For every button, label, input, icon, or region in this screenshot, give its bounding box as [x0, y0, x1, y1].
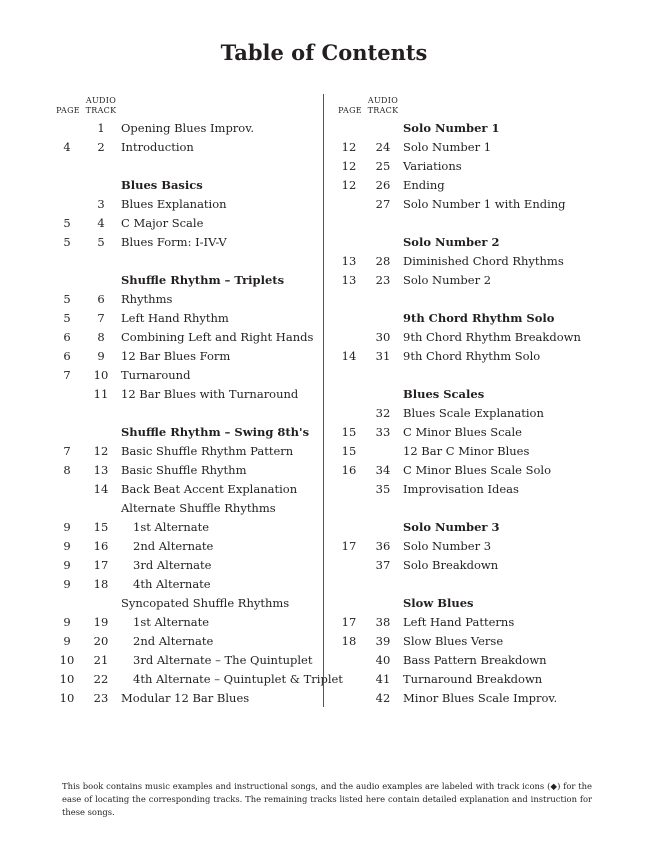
- toc-entry: [54, 632, 322, 651]
- page-number: 7: [63, 368, 71, 382]
- entry-title: Opening Blues Improv.: [121, 121, 255, 135]
- page-number: 6: [63, 330, 71, 344]
- section-title: Shuffle Rhythm – Triplets: [121, 273, 285, 287]
- page-number: 10: [59, 672, 75, 686]
- section-title: Solo Number 1: [403, 121, 500, 135]
- track-number: 41: [375, 672, 391, 686]
- track-number: 24: [375, 140, 391, 154]
- page-number: 12: [341, 159, 357, 173]
- footer-note: This book contains music examples and instructional songs, and the audio examples are labeled with track icons (◆) for the ease of locating the corresponding tracks. The remaining tracks listed here contain detailed explanation and instruction for these songs.: [62, 781, 592, 817]
- entry-title: Combining Left and Right Hands: [121, 330, 314, 344]
- page-number: 17: [341, 615, 357, 629]
- entry-title: Syncopated Shuffle Rhythms: [121, 596, 290, 610]
- toc-entries-right: [336, 119, 616, 708]
- track-number: 7: [97, 311, 105, 325]
- track-number: 4: [97, 216, 105, 230]
- track-number: 3: [97, 197, 105, 211]
- spacer: [336, 214, 616, 233]
- entry-title: Solo Number 2: [403, 273, 492, 287]
- entry-title: C Minor Blues Scale: [403, 425, 522, 439]
- toc-entry: [54, 613, 322, 632]
- entry-title: 2nd Alternate: [133, 539, 214, 553]
- toc-entry: [54, 195, 322, 214]
- track-number: 16: [93, 539, 109, 553]
- page-number: 15: [341, 425, 357, 439]
- track-number: 39: [375, 634, 391, 648]
- page-number: 12: [341, 140, 357, 154]
- page-number: 10: [59, 691, 75, 705]
- toc-column-left: [54, 92, 343, 708]
- entry-title: Solo Breakdown: [403, 558, 499, 572]
- page-number: 9: [63, 558, 71, 572]
- section-heading: [336, 518, 616, 537]
- track-number: 6: [97, 292, 105, 306]
- toc-entry: [336, 347, 616, 366]
- page-number: 9: [63, 615, 71, 629]
- entry-title: Blues Explanation: [121, 197, 227, 211]
- track-number: 38: [375, 615, 391, 629]
- section-title: Solo Number 2: [403, 235, 500, 249]
- page-number: 4: [63, 140, 71, 154]
- toc-entry: [336, 157, 616, 176]
- page-number: 13: [341, 254, 357, 268]
- track-number: 30: [375, 330, 391, 344]
- audio-label: AUDIO: [367, 96, 399, 105]
- track-number: 40: [375, 653, 391, 667]
- track-number: 14: [93, 482, 109, 496]
- entry-title: Solo Number 1: [403, 140, 492, 154]
- entry-title: Introduction: [121, 140, 194, 154]
- page-number: 5: [63, 235, 71, 249]
- column-header: [336, 92, 616, 119]
- track-number: 8: [97, 330, 105, 344]
- column-divider: [323, 94, 324, 707]
- audio-track-column-label: [84, 96, 118, 116]
- track-number: 17: [93, 558, 109, 572]
- track-number: 23: [375, 273, 391, 287]
- track-number: 18: [93, 577, 109, 591]
- toc-entry: [336, 138, 616, 157]
- track-number: 9: [97, 349, 105, 363]
- toc-column-right: [336, 92, 616, 708]
- entry-title: Blues Scale Explanation: [403, 406, 544, 420]
- section-heading: [54, 176, 322, 195]
- entry-title: Basic Shuffle Rhythm Pattern: [121, 444, 294, 458]
- column-header: [54, 92, 322, 119]
- entry-title: 12 Bar Blues Form: [121, 349, 231, 363]
- toc-entry: [54, 347, 322, 366]
- entry-title: Ending: [403, 178, 445, 192]
- entry-title: Left Hand Rhythm: [121, 311, 229, 325]
- section-heading: [336, 233, 616, 252]
- section-heading: [336, 594, 616, 613]
- toc-entry: [54, 651, 322, 670]
- track-number: 33: [375, 425, 391, 439]
- page-column-label: PAGE: [338, 106, 362, 115]
- entry-title: 9th Chord Rhythm Solo: [403, 349, 541, 363]
- toc-entry: [54, 556, 322, 575]
- entry-title: 4th Alternate: [133, 577, 211, 591]
- track-number: 42: [375, 691, 391, 705]
- track-number: 23: [93, 691, 109, 705]
- track-number: 15: [93, 520, 109, 534]
- toc-entry: [336, 442, 616, 461]
- section-heading: [336, 385, 616, 404]
- track-number: 32: [375, 406, 391, 420]
- spacer: [336, 499, 616, 518]
- toc-entries-left: [54, 119, 343, 708]
- page-number: 12: [341, 178, 357, 192]
- entry-title: Diminished Chord Rhythms: [403, 254, 564, 268]
- toc-entry: [336, 271, 616, 290]
- toc-entry: [336, 176, 616, 195]
- track-number: 34: [375, 463, 391, 477]
- track-number: 19: [93, 615, 109, 629]
- entry-title: 4th Alternate – Quintuplet & Triplet: [133, 672, 343, 686]
- section-title: Solo Number 3: [403, 520, 500, 534]
- audio-track-column-label: [366, 96, 400, 116]
- page-number: 5: [63, 292, 71, 306]
- page-number: 5: [63, 216, 71, 230]
- toc-entry: [336, 689, 616, 708]
- section-heading: [336, 309, 616, 328]
- entry-title: 9th Chord Rhythm Breakdown: [403, 330, 581, 344]
- track-number: 25: [375, 159, 391, 173]
- entry-title: Alternate Shuffle Rhythms: [121, 501, 276, 515]
- toc-entry: [54, 233, 322, 252]
- section-heading: [54, 271, 322, 290]
- spacer: [336, 366, 616, 385]
- entry-title: 12 Bar Blues with Turnaround: [121, 387, 299, 401]
- spacer: [336, 290, 616, 309]
- toc-entry: [54, 689, 322, 708]
- toc-entry: [54, 366, 322, 385]
- toc-entry: [54, 442, 322, 461]
- toc-entry: [54, 670, 343, 689]
- section-title: Blues Basics: [121, 178, 203, 192]
- track-number: 28: [375, 254, 391, 268]
- page-number: 13: [341, 273, 357, 287]
- entry-title: 2nd Alternate: [133, 634, 214, 648]
- entry-title: Variations: [403, 159, 462, 173]
- toc-entry: [336, 670, 616, 689]
- toc-entry: [336, 537, 616, 556]
- toc-entry: [54, 537, 322, 556]
- track-number: 27: [375, 197, 391, 211]
- page-number: 16: [341, 463, 357, 477]
- toc-entry: [336, 404, 616, 423]
- page-number: 9: [63, 520, 71, 534]
- entry-title: Solo Number 3: [403, 539, 492, 553]
- entry-title: 1st Alternate: [133, 520, 210, 534]
- section-heading: [336, 119, 616, 138]
- toc-entry: [54, 518, 322, 537]
- toc-entry: [54, 328, 322, 347]
- page-number: 14: [341, 349, 357, 363]
- toc-entry: [54, 461, 322, 480]
- section-title: 9th Chord Rhythm Solo: [403, 311, 555, 325]
- track-number: 1: [97, 121, 105, 135]
- entry-title: Minor Blues Scale Improv.: [403, 691, 558, 705]
- entry-title: 3rd Alternate: [133, 558, 212, 572]
- entry-title: Left Hand Patterns: [403, 615, 515, 629]
- spacer: [54, 157, 322, 176]
- track-number: 13: [93, 463, 109, 477]
- spacer: [336, 575, 616, 594]
- entry-title: Basic Shuffle Rhythm: [121, 463, 247, 477]
- track-number: 20: [93, 634, 109, 648]
- toc-entry: [54, 309, 322, 328]
- toc-entry: [54, 385, 322, 404]
- entry-title: 12 Bar C Minor Blues: [403, 444, 530, 458]
- track-number: 36: [375, 539, 391, 553]
- entry-title: Bass Pattern Breakdown: [403, 653, 547, 667]
- toc-entry: [54, 214, 322, 233]
- page-number: 10: [59, 653, 75, 667]
- toc-entry: [336, 461, 616, 480]
- entry-title: Turnaround Breakdown: [403, 672, 543, 686]
- track-number: 2: [97, 140, 105, 154]
- toc-entry: [54, 480, 322, 499]
- toc-entry: [54, 138, 322, 157]
- toc-entry: [54, 499, 322, 518]
- page-number: 6: [63, 349, 71, 363]
- page-number: 5: [63, 311, 71, 325]
- track-number: 37: [375, 558, 391, 572]
- toc-entry: [54, 594, 322, 613]
- track-label: TRACK: [367, 106, 399, 115]
- page-number: 9: [63, 577, 71, 591]
- toc-entry: [336, 480, 616, 499]
- page-number: 9: [63, 539, 71, 553]
- track-number: 11: [93, 387, 109, 401]
- track-number: 5: [97, 235, 105, 249]
- page-number: 17: [341, 539, 357, 553]
- page-number: 8: [63, 463, 71, 477]
- section-title: Blues Scales: [403, 387, 485, 401]
- spacer: [54, 252, 322, 271]
- entry-title: Blues Form: I-IV-V: [121, 235, 227, 249]
- entry-title: C Minor Blues Scale Solo: [403, 463, 552, 477]
- track-number: 26: [375, 178, 391, 192]
- entry-title: 3rd Alternate – The Quintuplet: [133, 653, 313, 667]
- entry-title: C Major Scale: [121, 216, 204, 230]
- toc-entry: [54, 575, 322, 594]
- entry-title: Solo Number 1 with Ending: [403, 197, 566, 211]
- toc-entry: [336, 556, 616, 575]
- section-heading: [54, 423, 322, 442]
- entry-title: Improvisation Ideas: [403, 482, 519, 496]
- entry-title: Turnaround: [121, 368, 191, 382]
- entry-title: Back Beat Accent Explanation: [121, 482, 298, 496]
- page-number: 7: [63, 444, 71, 458]
- page-number: 9: [63, 634, 71, 648]
- track-number: 31: [375, 349, 391, 363]
- entry-title: Modular 12 Bar Blues: [121, 691, 250, 705]
- track-number: 12: [93, 444, 109, 458]
- entry-title: 1st Alternate: [133, 615, 210, 629]
- entry-title: Slow Blues Verse: [403, 634, 504, 648]
- toc-entry: [54, 119, 322, 138]
- toc-entry: [336, 328, 616, 347]
- toc-entry: [336, 613, 616, 632]
- entry-title: Rhythms: [121, 292, 173, 306]
- toc-entry: [336, 632, 616, 651]
- audio-label: AUDIO: [85, 96, 117, 105]
- toc-entry: [336, 252, 616, 271]
- toc-entry: [336, 195, 616, 214]
- track-label: TRACK: [85, 106, 117, 115]
- track-number: 10: [93, 368, 109, 382]
- page-number: 15: [341, 444, 357, 458]
- page-title: Table of Contents: [220, 40, 428, 65]
- spacer: [54, 404, 322, 423]
- toc-entry: [336, 423, 616, 442]
- section-title: Shuffle Rhythm – Swing 8th's: [121, 425, 310, 439]
- toc-entry: [336, 651, 616, 670]
- track-number: 21: [93, 653, 109, 667]
- toc-entry: [54, 290, 322, 309]
- page-column-label: PAGE: [56, 106, 80, 115]
- track-number: 35: [375, 482, 391, 496]
- section-title: Slow Blues: [403, 596, 474, 610]
- page-number: 18: [341, 634, 357, 648]
- track-number: 22: [93, 672, 109, 686]
